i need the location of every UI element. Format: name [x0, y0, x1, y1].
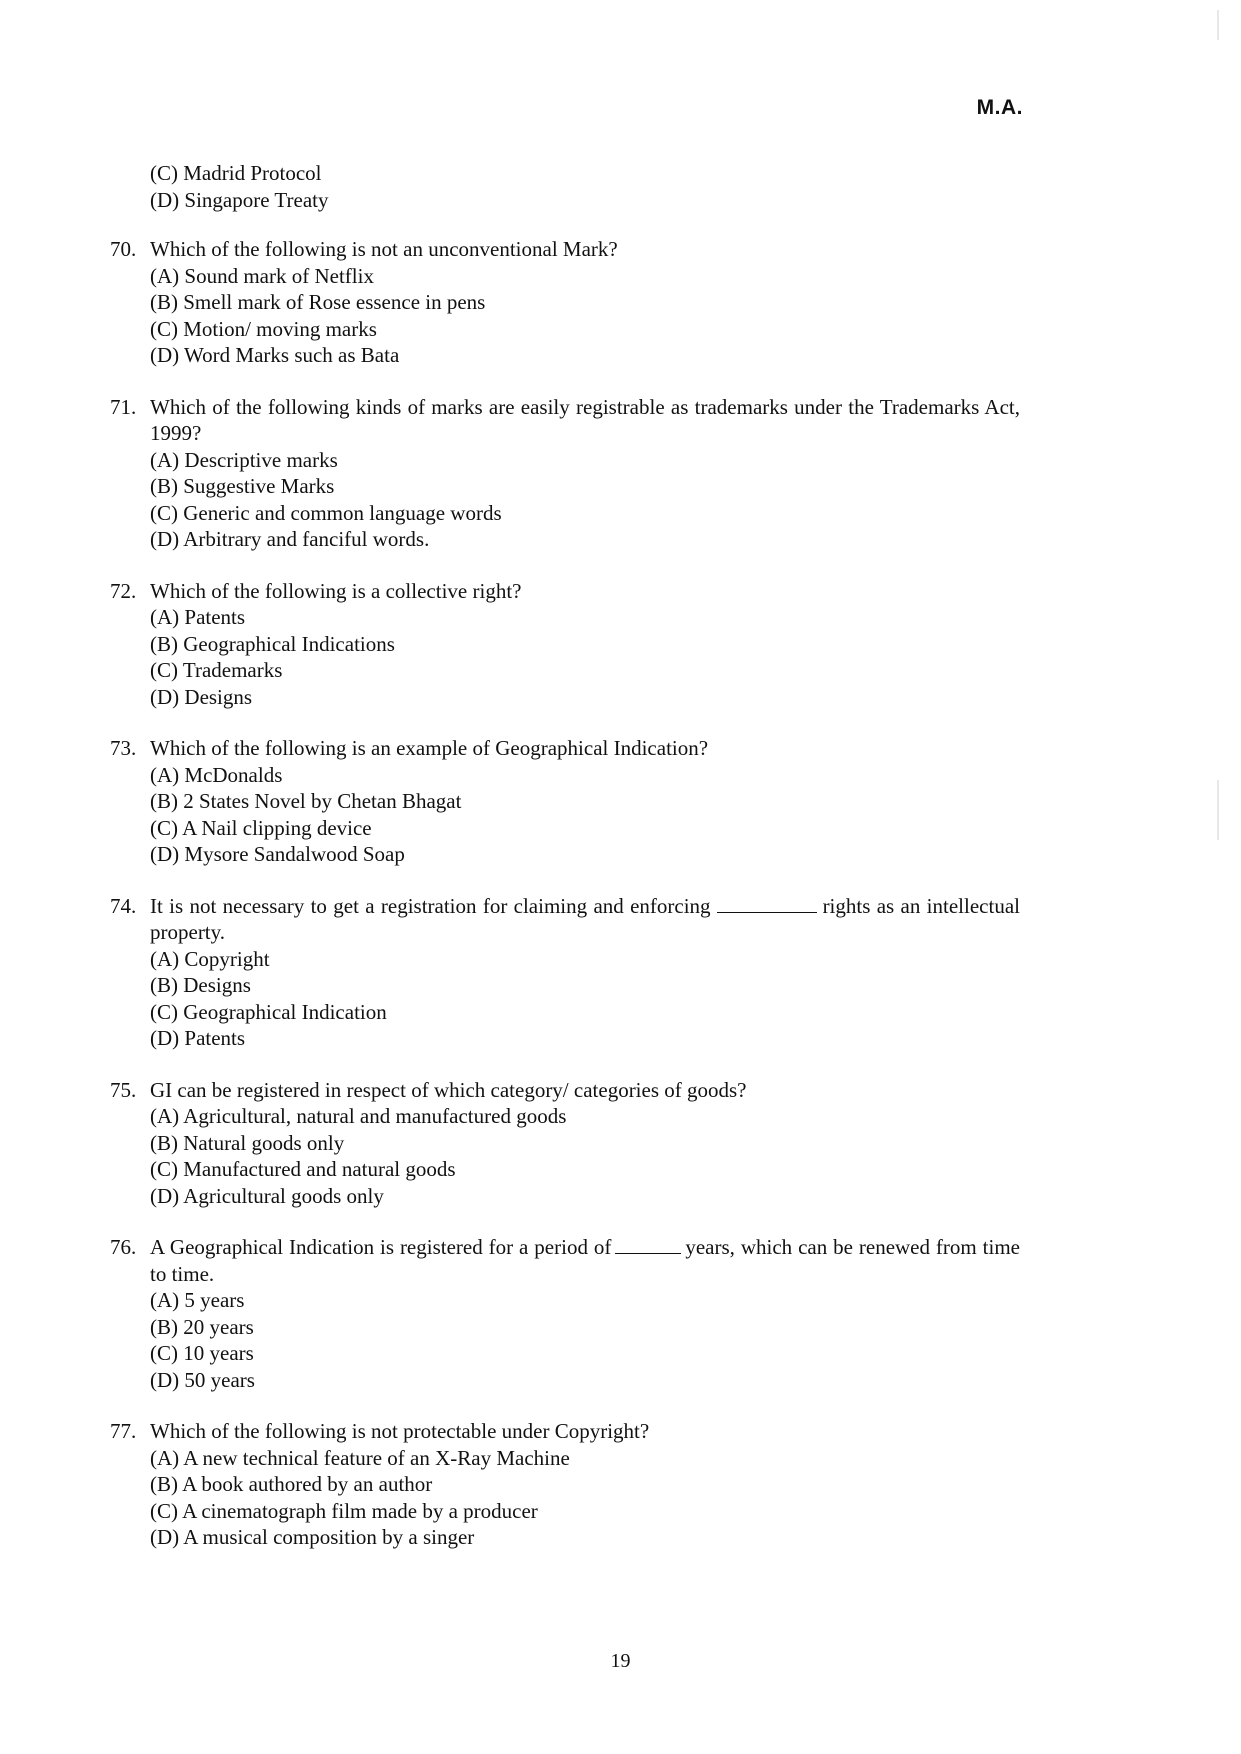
question-text: Which of the following is not protectable under Copyright?	[150, 1419, 650, 1443]
option-d: (D) 50 years	[150, 1367, 255, 1392]
question-number: 72.	[110, 578, 137, 603]
option-a: (A) McDonalds	[150, 762, 283, 787]
question-text: Which of the following is an example of Geographical Indication?	[150, 736, 709, 760]
scan-edge-mark	[1217, 10, 1219, 40]
question-75	[110, 1077, 1020, 1210]
option-c: (C) A Nail clipping device	[150, 815, 372, 840]
question-stem	[110, 1077, 1020, 1104]
question-text-after-blank: years, which can be renewed from time to time.	[150, 1235, 1020, 1286]
question-number: 71.	[110, 394, 137, 419]
page-number: 19	[610, 1650, 631, 1672]
option-b: (B) 20 years	[150, 1314, 254, 1339]
question-72	[110, 578, 1020, 711]
question-text: Which of the following kinds of marks are easily registrable as trademarks under the Trademarks Act, 1999?	[150, 394, 1020, 445]
option-b: (B) Geographical Indications	[150, 631, 395, 656]
option-d: (D) Agricultural goods only	[150, 1183, 384, 1208]
option-b: (B) Designs	[150, 973, 251, 997]
option-b: (B) Natural goods only	[150, 1130, 345, 1155]
fill-in-blank	[615, 1235, 681, 1254]
option-c: (C) Generic and common language words	[150, 500, 502, 525]
option-b: (B) Smell mark of Rose essence in pens	[150, 290, 486, 314]
option-d: (D) Patents	[150, 1026, 246, 1050]
option-d: (D) Designs	[150, 684, 253, 709]
question-number: 73.	[110, 736, 137, 760]
option-a: (A) A new technical feature of an X-Ray Machine	[150, 1445, 570, 1470]
question-77	[110, 1418, 1020, 1551]
option-a: (A) Descriptive marks	[150, 447, 338, 472]
question-76	[110, 1234, 1020, 1393]
option-d: (D) Arbitrary and fanciful words.	[150, 527, 430, 551]
question-text-before-blank: A Geographical Indication is registered for a period of	[150, 1235, 612, 1259]
option-a: (A) 5 years	[150, 1288, 245, 1312]
question-number: 77.	[110, 1419, 137, 1443]
question-stem	[110, 893, 1020, 946]
option-b: (B) Suggestive Marks	[150, 474, 335, 498]
question-74	[110, 893, 1020, 1052]
question-list	[110, 160, 1020, 1576]
option-list	[150, 1287, 1020, 1393]
question-stem	[110, 1234, 1020, 1287]
option-c: (C) Geographical Indication	[150, 999, 387, 1024]
option-a: (A) Copyright	[150, 946, 270, 971]
option-c: (C) 10 years	[150, 1341, 254, 1365]
option-c: (C) Trademarks	[150, 658, 283, 682]
question-text-before-blank: It is not necessary to get a registration for claiming and enforcing	[150, 893, 711, 918]
option-b: (B) A book authored by an author	[150, 1472, 433, 1496]
option: (D) Singapore Treaty	[150, 187, 329, 212]
option-c: (C) A cinematograph film made by a producer	[150, 1498, 538, 1523]
question-stem	[110, 1418, 1020, 1445]
option-d: (D) Mysore Sandalwood Soap	[150, 842, 405, 866]
option: (C) Madrid Protocol	[150, 161, 322, 185]
question-text: Which of the following is a collective right?	[150, 578, 522, 603]
question-text	[150, 893, 1020, 946]
option-list	[150, 1103, 1020, 1209]
scan-edge-mark	[1217, 780, 1219, 840]
option-d: (D) Word Marks such as Bata	[150, 343, 400, 367]
question-stem	[110, 236, 1020, 263]
option-d: (D) A musical composition by a singer	[150, 1525, 475, 1549]
question-stem	[110, 394, 1020, 447]
question-number: 70.	[110, 237, 137, 261]
option-c: (C) Manufactured and natural goods	[150, 1157, 456, 1181]
option-list	[150, 604, 1020, 710]
option-list	[150, 447, 1020, 553]
option-c: (C) Motion/ moving marks	[150, 316, 377, 341]
option-list	[150, 1445, 1020, 1551]
question-text	[150, 1234, 1020, 1287]
option-a: (A) Sound mark of Netflix	[150, 263, 374, 288]
question-number: 76.	[110, 1235, 137, 1259]
option-list	[150, 263, 1020, 369]
option-b: (B) 2 States Novel by Chetan Bhagat	[150, 789, 462, 813]
option-a: (A) Patents	[150, 605, 246, 629]
page-header-code: M.A.	[976, 96, 1023, 119]
option-a: (A) Agricultural, natural and manufactured goods	[150, 1104, 567, 1128]
question-71	[110, 394, 1020, 553]
question-text-after-blank: rights as an intellectual property.	[150, 893, 1020, 944]
option-list	[150, 762, 1020, 868]
continued-options	[150, 160, 1020, 213]
fill-in-blank	[717, 894, 817, 913]
question-stem	[110, 578, 1020, 605]
question-number: 75.	[110, 1077, 137, 1102]
option-list	[150, 946, 1020, 1052]
question-stem	[110, 735, 1020, 762]
question-70	[110, 236, 1020, 369]
question-number: 74.	[110, 893, 137, 918]
question-text: GI can be registered in respect of which category/ categories of goods?	[150, 1077, 747, 1102]
question-text: Which of the following is not an unconventional Mark?	[150, 237, 618, 261]
question-73	[110, 735, 1020, 868]
